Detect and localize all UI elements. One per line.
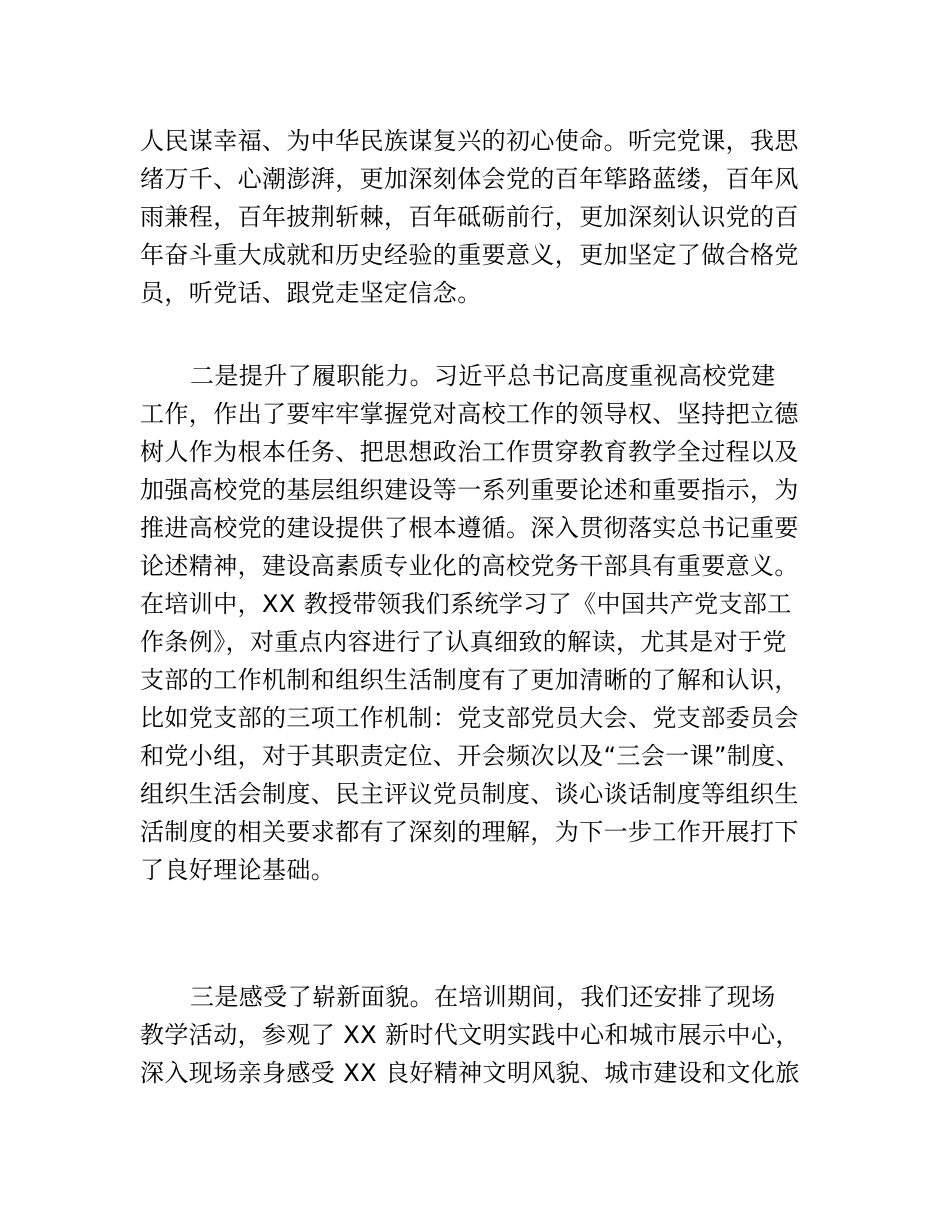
text-line: 员，听党话、跟党走坚定信念。 <box>140 279 482 307</box>
text-line: 雨兼程，百年披荆斩棘，百年砥砺前行，更加深刻认识党的百 <box>140 203 799 231</box>
text-line: 绪万千、心潮澎湃，更加深刻体会党的百年筚路蓝缕，百年风 <box>140 165 799 193</box>
text-line: 二是提升了履职能力。习近平总书记高度重视高校党建 <box>190 362 776 390</box>
text-line: 人民谋幸福、为中华民族谋复兴的初心使命。听完党课，我思 <box>140 127 799 155</box>
text-line: 活制度的相关要求都有了深刻的理解，为下一步工作开展打下 <box>140 818 799 846</box>
text-line: 加强高校党的基层组织建设等一系列重要论述和重要指示，为 <box>140 476 799 504</box>
text-line: 支部的工作机制和组织生活制度有了更加清晰的了解和认识， <box>140 666 799 694</box>
text-line: 树人作为根本任务、把思想政治工作贯穿教育教学全过程以及 <box>140 438 799 466</box>
text-line: 组织生活会制度、民主评议党员制度、谈心谈话制度等组织生 <box>140 780 799 808</box>
text-line: 工作，作出了要牢牢掌握党对高校工作的领导权、坚持把立德 <box>140 400 799 428</box>
text-line: 在培训中，XX 教授带领我们系统学习了《中国共产党支部工 <box>140 590 792 618</box>
text-line: 和党小组，对于其职责定位、开会频次以及“三会一课”制度、 <box>140 742 801 770</box>
paragraph-duty-ability <box>140 357 815 889</box>
text-line: 深入现场亲身感受 XX 良好精神文明风貌、城市建设和文化旅 <box>140 1059 800 1087</box>
text-line: 推进高校党的建设提供了根本遵循。深入贯彻落实总书记重要 <box>140 514 799 542</box>
text-line: 了良好理论基础。 <box>140 856 336 884</box>
paragraph-continuation <box>140 122 815 312</box>
paragraph-new-look <box>140 978 815 1092</box>
text-line: 教学活动，参观了 XX 新时代文明实践中心和城市展示中心， <box>140 1021 800 1049</box>
text-line: 年奋斗重大成就和历史经验的重要意义，更加坚定了做合格党 <box>140 241 799 269</box>
text-line: 论述精神，建设高素质专业化的高校党务干部具有重要意义。 <box>140 552 799 580</box>
text-line: 作条例》，对重点内容进行了认真细致的解读，尤其是对于党 <box>140 628 787 656</box>
text-line: 三是感受了崭新面貌。在培训期间，我们还安排了现场 <box>190 983 776 1011</box>
text-line: 比如党支部的三项工作机制：党支部党员大会、党支部委员会 <box>140 704 799 732</box>
